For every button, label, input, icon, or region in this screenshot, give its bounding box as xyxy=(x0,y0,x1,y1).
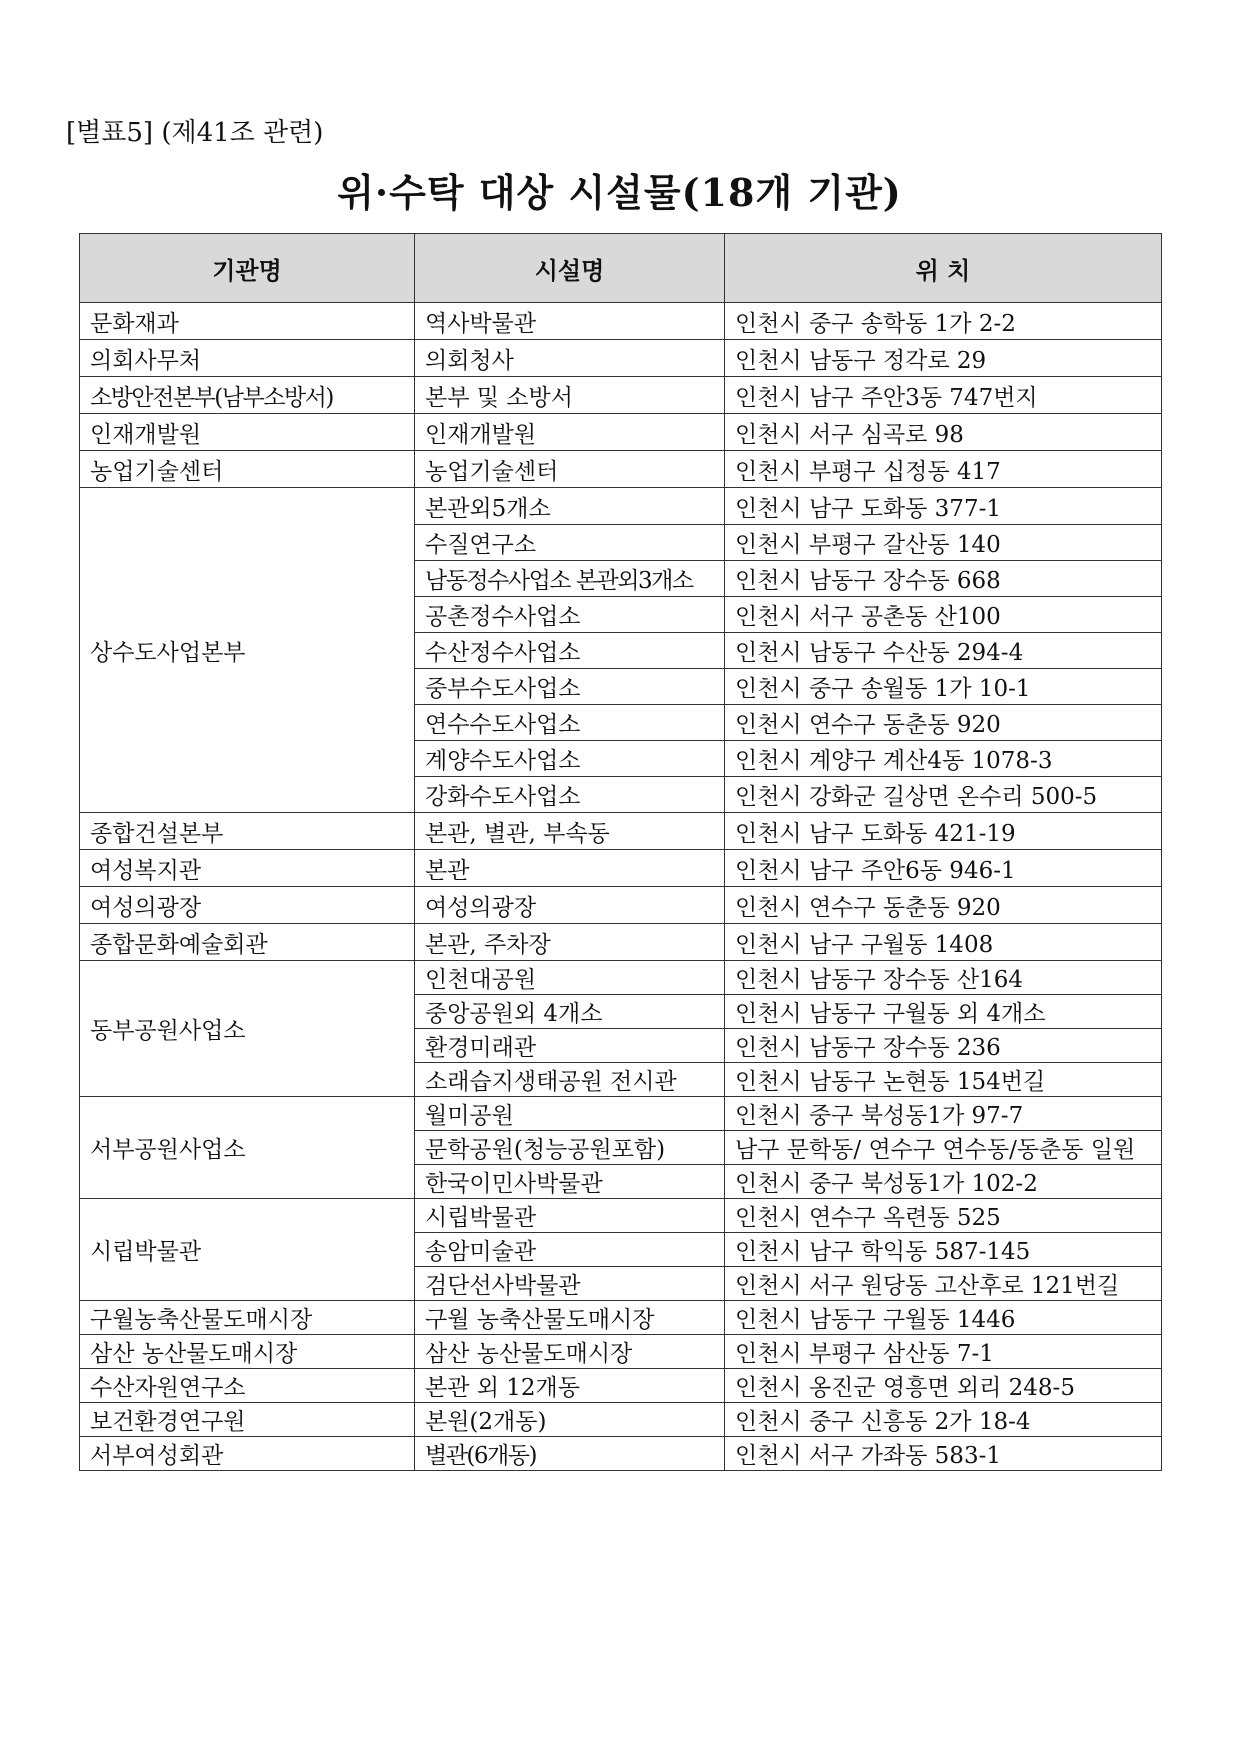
facility-cell: 월미공원 xyxy=(415,1097,725,1131)
facility-cell: 인재개발원 xyxy=(415,414,725,451)
agency-cell: 문화재과 xyxy=(80,303,415,340)
facility-cell: 남동정수사업소 본관외3개소 xyxy=(415,561,725,597)
location-cell: 인천시 남동구 수산동 294-4 xyxy=(725,633,1162,669)
table-row xyxy=(80,1437,1162,1471)
location-cell: 인천시 옹진군 영흥면 외리 248-5 xyxy=(725,1369,1162,1403)
facility-cell: 별관(6개동) xyxy=(415,1437,725,1471)
facility-cell: 시립박물관 xyxy=(415,1199,725,1233)
location-cell: 인천시 계양구 계산4동 1078-3 xyxy=(725,741,1162,777)
location-cell: 인천시 부평구 갈산동 140 xyxy=(725,525,1162,561)
location-cell: 인천시 남동구 논현동 154번길 xyxy=(725,1063,1162,1097)
location-cell: 인천시 서구 심곡로 98 xyxy=(725,414,1162,451)
agency-cell: 구월농축산물도매시장 xyxy=(80,1301,415,1335)
agency-cell: 여성의광장 xyxy=(80,887,415,924)
location-cell: 인천시 서구 가좌동 583-1 xyxy=(725,1437,1162,1471)
facility-cell: 한국이민사박물관 xyxy=(415,1165,725,1199)
location-cell: 인천시 남동구 장수동 236 xyxy=(725,1029,1162,1063)
table-row xyxy=(80,1097,1162,1131)
agency-cell: 인재개발원 xyxy=(80,414,415,451)
facility-cell: 환경미래관 xyxy=(415,1029,725,1063)
location-cell: 인천시 남구 구월동 1408 xyxy=(725,924,1162,961)
agency-cell: 삼산 농산물도매시장 xyxy=(80,1335,415,1369)
agency-cell: 농업기술센터 xyxy=(80,451,415,488)
agency-cell: 시립박물관 xyxy=(80,1199,415,1301)
facility-cell: 강화수도사업소 xyxy=(415,777,725,813)
agency-cell: 동부공원사업소 xyxy=(80,961,415,1097)
table-row xyxy=(80,377,1162,414)
location-cell: 인천시 중구 신흥동 2가 18-4 xyxy=(725,1403,1162,1437)
table-row xyxy=(80,961,1162,995)
location-cell: 인천시 연수구 동춘동 920 xyxy=(725,887,1162,924)
location-cell: 인천시 연수구 동춘동 920 xyxy=(725,705,1162,741)
location-cell: 인천시 중구 북성동1가 97-7 xyxy=(725,1097,1162,1131)
facility-cell: 본부 및 소방서 xyxy=(415,377,725,414)
facility-cell: 본관, 주차장 xyxy=(415,924,725,961)
agency-cell: 의회사무처 xyxy=(80,340,415,377)
table-row xyxy=(80,887,1162,924)
location-cell: 인천시 남구 주안6동 946-1 xyxy=(725,850,1162,887)
table-body xyxy=(80,303,1162,1471)
agency-cell: 상수도사업본부 xyxy=(80,488,415,813)
location-cell: 인천시 강화군 길상면 온수리 500-5 xyxy=(725,777,1162,813)
location-cell: 인천시 연수구 옥련동 525 xyxy=(725,1199,1162,1233)
location-cell: 인천시 남동구 장수동 산164 xyxy=(725,961,1162,995)
facility-cell: 역사박물관 xyxy=(415,303,725,340)
facility-cell: 검단선사박물관 xyxy=(415,1267,725,1301)
annex-label: [별표5] (제41조 관련) xyxy=(66,118,324,148)
agency-cell: 소방안전본부(남부소방서) xyxy=(80,377,415,414)
facility-cell: 본관 외 12개동 xyxy=(415,1369,725,1403)
location-cell: 인천시 남구 학익동 587-145 xyxy=(725,1233,1162,1267)
facility-cell: 수질연구소 xyxy=(415,525,725,561)
location-cell: 남구 문학동/ 연수구 연수동/동춘동 일원 xyxy=(725,1131,1162,1165)
facility-cell: 농업기술센터 xyxy=(415,451,725,488)
location-cell: 인천시 중구 북성동1가 102-2 xyxy=(725,1165,1162,1199)
table-row xyxy=(80,414,1162,451)
location-cell: 인천시 중구 송학동 1가 2-2 xyxy=(725,303,1162,340)
location-cell: 인천시 남동구 구월동 1446 xyxy=(725,1301,1162,1335)
table-row xyxy=(80,303,1162,340)
facility-cell: 수산정수사업소 xyxy=(415,633,725,669)
table-row xyxy=(80,451,1162,488)
agency-cell: 여성복지관 xyxy=(80,850,415,887)
header-agency: 기관명 xyxy=(80,234,415,303)
agency-cell: 종합문화예술회관 xyxy=(80,924,415,961)
facility-cell: 공촌정수사업소 xyxy=(415,597,725,633)
facility-cell: 본관 xyxy=(415,850,725,887)
location-cell: 인천시 서구 원당동 고산후로 121번길 xyxy=(725,1267,1162,1301)
facility-cell: 송암미술관 xyxy=(415,1233,725,1267)
agency-cell: 보건환경연구원 xyxy=(80,1403,415,1437)
location-cell: 인천시 부평구 십정동 417 xyxy=(725,451,1162,488)
location-cell: 인천시 남구 도화동 421-19 xyxy=(725,813,1162,850)
facility-cell: 본관, 별관, 부속동 xyxy=(415,813,725,850)
location-cell: 인천시 남구 도화동 377-1 xyxy=(725,488,1162,525)
table-row xyxy=(80,850,1162,887)
table-row xyxy=(80,340,1162,377)
table-row xyxy=(80,1403,1162,1437)
facility-cell: 문학공원(청능공원포함) xyxy=(415,1131,725,1165)
table-row xyxy=(80,1199,1162,1233)
table-row xyxy=(80,1335,1162,1369)
table-row xyxy=(80,1301,1162,1335)
agency-cell: 종합건설본부 xyxy=(80,813,415,850)
facility-cell: 본관외5개소 xyxy=(415,488,725,525)
location-cell: 인천시 남동구 장수동 668 xyxy=(725,561,1162,597)
table-row xyxy=(80,1369,1162,1403)
header-facility: 시설명 xyxy=(415,234,725,303)
facility-cell: 연수수도사업소 xyxy=(415,705,725,741)
location-cell: 인천시 남동구 구월동 외 4개소 xyxy=(725,995,1162,1029)
facility-cell: 중앙공원외 4개소 xyxy=(415,995,725,1029)
agency-cell: 서부공원사업소 xyxy=(80,1097,415,1199)
facility-cell: 구월 농축산물도매시장 xyxy=(415,1301,725,1335)
agency-cell: 수산자원연구소 xyxy=(80,1369,415,1403)
document-title: 위·수탁 대상 시설물(18개 기관) xyxy=(337,170,902,215)
location-cell: 인천시 부평구 삼산동 7-1 xyxy=(725,1335,1162,1369)
facility-table xyxy=(79,233,1162,1471)
facility-cell: 소래습지생태공원 전시관 xyxy=(415,1063,725,1097)
facility-cell: 본원(2개동) xyxy=(415,1403,725,1437)
facility-cell: 의회청사 xyxy=(415,340,725,377)
facility-cell: 중부수도사업소 xyxy=(415,669,725,705)
facility-cell: 계양수도사업소 xyxy=(415,741,725,777)
table-header-row xyxy=(80,234,1162,303)
header-location: 위 치 xyxy=(725,234,1162,303)
location-cell: 인천시 남구 주안3동 747번지 xyxy=(725,377,1162,414)
facility-cell: 인천대공원 xyxy=(415,961,725,995)
location-cell: 인천시 중구 송월동 1가 10-1 xyxy=(725,669,1162,705)
location-cell: 인천시 서구 공촌동 산100 xyxy=(725,597,1162,633)
table-row xyxy=(80,488,1162,525)
table-row xyxy=(80,813,1162,850)
table-row xyxy=(80,924,1162,961)
location-cell: 인천시 남동구 정각로 29 xyxy=(725,340,1162,377)
facility-cell: 여성의광장 xyxy=(415,887,725,924)
agency-cell: 서부여성회관 xyxy=(80,1437,415,1471)
facility-cell: 삼산 농산물도매시장 xyxy=(415,1335,725,1369)
